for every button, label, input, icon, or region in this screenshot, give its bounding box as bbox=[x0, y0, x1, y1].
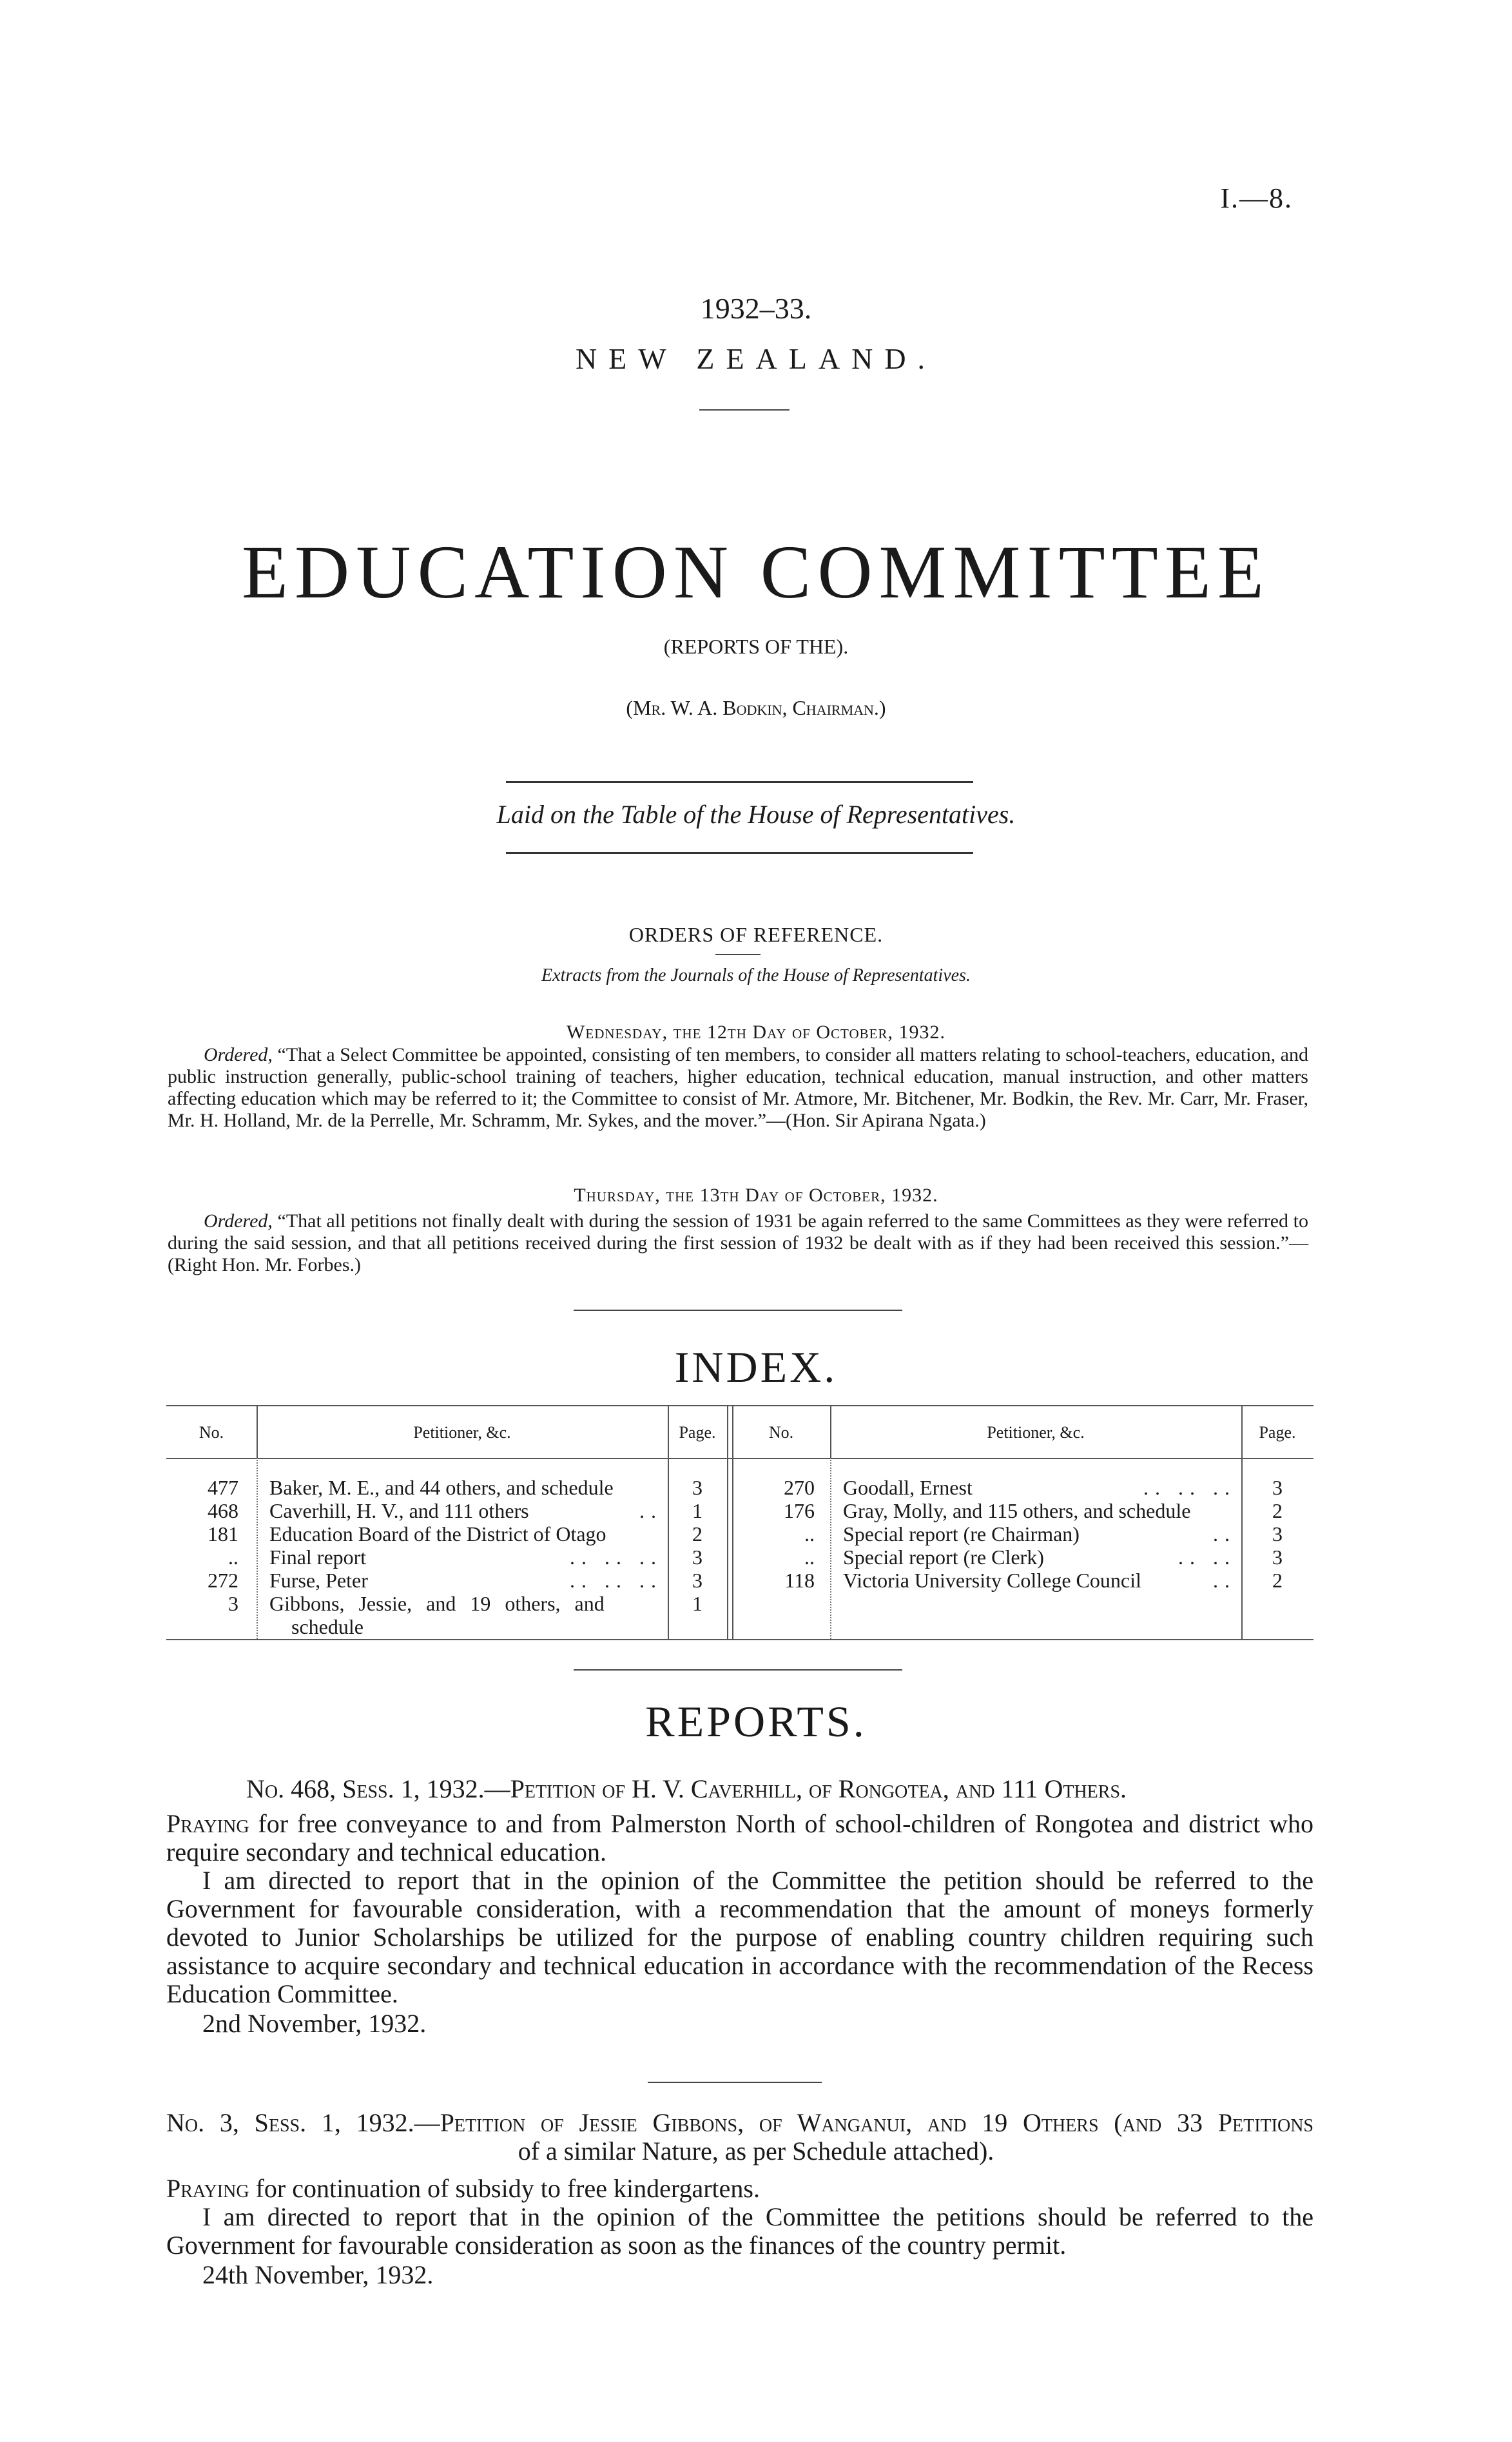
reports-divider bbox=[648, 2082, 822, 2083]
order-date-2: Thursday, the 13th Day of October, 1932. bbox=[574, 1185, 938, 1206]
leader-dots: .. bbox=[639, 1499, 663, 1522]
index-row-no: 3 bbox=[228, 1592, 238, 1615]
index-top-rule bbox=[166, 1405, 1313, 1406]
index-row-name-cont: schedule bbox=[291, 1615, 363, 1638]
report-2-title-line-2: of a similar Nature, as per Schedule attached). bbox=[518, 2137, 994, 2166]
laid-on-table: Laid on the Table of the House of Representatives. bbox=[496, 800, 1016, 829]
index-row-page: 3 bbox=[692, 1546, 703, 1569]
orders-end-rule bbox=[574, 1310, 902, 1311]
index-row-page: 3 bbox=[1272, 1522, 1283, 1546]
col-divider bbox=[727, 1405, 728, 1639]
session-year: 1932–33. bbox=[700, 292, 812, 325]
index-row-page: 2 bbox=[1272, 1499, 1283, 1522]
order-text-2: “That all petitions not finally dealt with during the session of 1931 be again referred to the same Committees as they were referred to during the said session, and that all petitions received during the first session of 1932 be dealt with as if they had been received this session.”—(Right Hon. Mr. Forbes.) bbox=[168, 1210, 1308, 1275]
index-row-no: 270 bbox=[784, 1476, 815, 1499]
leader-dots: .. .. .. bbox=[1143, 1476, 1236, 1499]
index-name-text: Special report (re Chairman) bbox=[843, 1522, 1080, 1546]
index-row-page: 2 bbox=[692, 1522, 703, 1546]
col-header-petitioner: Petitioner, &c. bbox=[987, 1423, 1085, 1442]
praying-label: Praying bbox=[166, 1809, 249, 1838]
praying-text: for continuation of subsidy to free kindergartens. bbox=[255, 2174, 760, 2203]
index-row-name bbox=[269, 1499, 663, 1522]
index-row-no: 468 bbox=[208, 1499, 238, 1522]
index-row-name bbox=[843, 1569, 1236, 1592]
index-row-name: Education Board of the District of Otago bbox=[269, 1522, 606, 1546]
index-row-page: 1 bbox=[692, 1499, 703, 1522]
col-header-no: No. bbox=[199, 1423, 224, 1442]
index-row-name bbox=[269, 1546, 663, 1569]
index-row-no: 477 bbox=[208, 1476, 238, 1499]
page-reference: I.—8. bbox=[1220, 182, 1293, 214]
col-header-petitioner: Petitioner, &c. bbox=[413, 1423, 511, 1442]
leader-dots: .. bbox=[1213, 1569, 1236, 1592]
order-paragraph-1 bbox=[168, 1044, 1308, 1132]
report-2-body: I am directed to report that in the opinion of the Committee the petitions should be referred to the Government for favourable consideration as soon as the finances of the country permit. bbox=[166, 2202, 1313, 2260]
index-row-no: 181 bbox=[208, 1522, 238, 1546]
index-row-name bbox=[843, 1522, 1236, 1546]
index-row-name: Baker, M. E., and 44 others, and schedule bbox=[269, 1476, 614, 1499]
index-end-rule bbox=[574, 1669, 902, 1671]
index-row-page: 2 bbox=[1272, 1569, 1283, 1592]
report-1-body: I am directed to report that in the opinion of the Committee the petition should be referred to the Government for favourable consideration, with a recommendation that the amount of moneys formerly devoted to Junior Scholarships be utilized for the purpose of enabling country children requiring such assistance to acquire secondary and technical education in accordance with the recommendation of the Recess Education Committee. bbox=[166, 1866, 1313, 2008]
laid-rule-bottom bbox=[506, 852, 973, 854]
report-2-title-line-1: No. 3, Sess. 1, 1932.—Petition of Jessie Gibbons, of Wanganui, and 19 Others (and 33 Petitions bbox=[166, 2108, 1313, 2137]
report-2-date: 24th November, 1932. bbox=[202, 2260, 434, 2289]
leader-dots: .. .. .. bbox=[570, 1546, 663, 1569]
index-row-page: 3 bbox=[692, 1569, 703, 1592]
praying-label: Praying bbox=[166, 2174, 249, 2203]
order-paragraph-2 bbox=[168, 1210, 1308, 1276]
index-row-no: .. bbox=[804, 1522, 815, 1546]
index-row-no: 118 bbox=[784, 1569, 815, 1592]
col-header-page: Page. bbox=[679, 1423, 716, 1442]
index-row-name bbox=[843, 1546, 1236, 1569]
reports-heading: REPORTS. bbox=[645, 1697, 867, 1746]
orders-heading: ORDERS OF REFERENCE. bbox=[628, 923, 884, 946]
country-heading: NEW ZEALAND. bbox=[575, 342, 937, 375]
index-right-pages bbox=[1241, 1476, 1313, 1592]
col-divider bbox=[257, 1458, 258, 1639]
index-row-no: 272 bbox=[208, 1569, 238, 1592]
col-header-page: Page. bbox=[1259, 1423, 1296, 1442]
report-1-praying bbox=[166, 1810, 1313, 1866]
report-2-praying bbox=[166, 2175, 1313, 2203]
index-bottom-rule bbox=[166, 1639, 1313, 1640]
document-subtitle: (REPORTS OF THE). bbox=[663, 635, 849, 658]
index-row-page: 1 bbox=[692, 1592, 703, 1615]
index-row-page: 3 bbox=[1272, 1476, 1283, 1499]
index-row-name: Gibbons, Jessie, and 19 others, and bbox=[269, 1592, 605, 1615]
index-name-text: Special report (re Clerk) bbox=[843, 1546, 1044, 1569]
ordered-label: Ordered, bbox=[204, 1210, 273, 1232]
index-right-names bbox=[843, 1476, 1236, 1592]
col-divider bbox=[830, 1458, 831, 1639]
report-1-date: 2nd November, 1932. bbox=[202, 2009, 427, 2038]
praying-text: for free conveyance to and from Palmerston North of school-children of Rongotea and district who require secondary and technical education. bbox=[166, 1809, 1314, 1866]
leader-dots: .. .. bbox=[1178, 1546, 1236, 1569]
index-row-name bbox=[843, 1476, 1236, 1499]
index-right-numbers bbox=[732, 1476, 815, 1592]
index-name-text: Final report bbox=[269, 1546, 367, 1569]
index-left-pages bbox=[668, 1476, 727, 1615]
index-row-name: Gray, Molly, and 115 others, and schedule bbox=[843, 1499, 1191, 1522]
header-divider bbox=[699, 409, 790, 411]
document-title: EDUCATION COMMITTEE bbox=[241, 530, 1271, 614]
ordered-label: Ordered, bbox=[204, 1044, 273, 1065]
index-row-page: 3 bbox=[1272, 1546, 1283, 1569]
index-row-no: .. bbox=[804, 1546, 815, 1569]
index-name-text: Goodall, Ernest bbox=[843, 1476, 973, 1499]
journal-extracts: Extracts from the Journals of the House of Representatives. bbox=[541, 965, 971, 985]
leader-dots: .. bbox=[1213, 1522, 1236, 1546]
chairman-line: (Mr. W. A. Bodkin, Chairman.) bbox=[626, 696, 886, 719]
index-row-page: 3 bbox=[692, 1476, 703, 1499]
index-name-text: Victoria University College Council bbox=[843, 1569, 1141, 1592]
index-heading: INDEX. bbox=[674, 1342, 838, 1391]
index-left-numbers bbox=[166, 1476, 238, 1615]
order-date-1: Wednesday, the 12th Day of October, 1932. bbox=[567, 1022, 945, 1043]
index-row-no: 176 bbox=[784, 1499, 815, 1522]
index-row-no: .. bbox=[228, 1546, 238, 1569]
orders-divider bbox=[715, 954, 761, 955]
order-text-1: “That a Select Committee be appointed, consisting of ten members, to consider all matters relating to school-teachers, education, and public instruction generally, public-school training of teachers, higher education, technical education, manual instruction, and other matters affecting education which may be referred to it; the Committee to consist of Mr. Atmore, Mr. Bitchener, Mr. Bodkin, the Rev. Mr. Carr, Mr. Fraser, Mr. H. Holland, Mr. de la Perrelle, Mr. Schramm, Mr. Sykes, and the mover.”—(Hon. Sir Apirana Ngata.) bbox=[168, 1044, 1308, 1131]
index-row-name bbox=[269, 1569, 663, 1592]
index-header-rule bbox=[166, 1458, 1313, 1459]
leader-dots: .. .. .. bbox=[570, 1569, 663, 1592]
index-name-text: Furse, Peter bbox=[269, 1569, 368, 1592]
index-left-names bbox=[269, 1476, 663, 1638]
index-name-text: Caverhill, H. V., and 111 others bbox=[269, 1499, 529, 1522]
report-1-title: No. 468, Sess. 1, 1932.—Petition of H. V. Caverhill, of Rongotea, and 111 Others. bbox=[246, 1774, 1127, 1803]
laid-rule-top bbox=[506, 781, 973, 783]
col-header-no: No. bbox=[768, 1423, 794, 1442]
